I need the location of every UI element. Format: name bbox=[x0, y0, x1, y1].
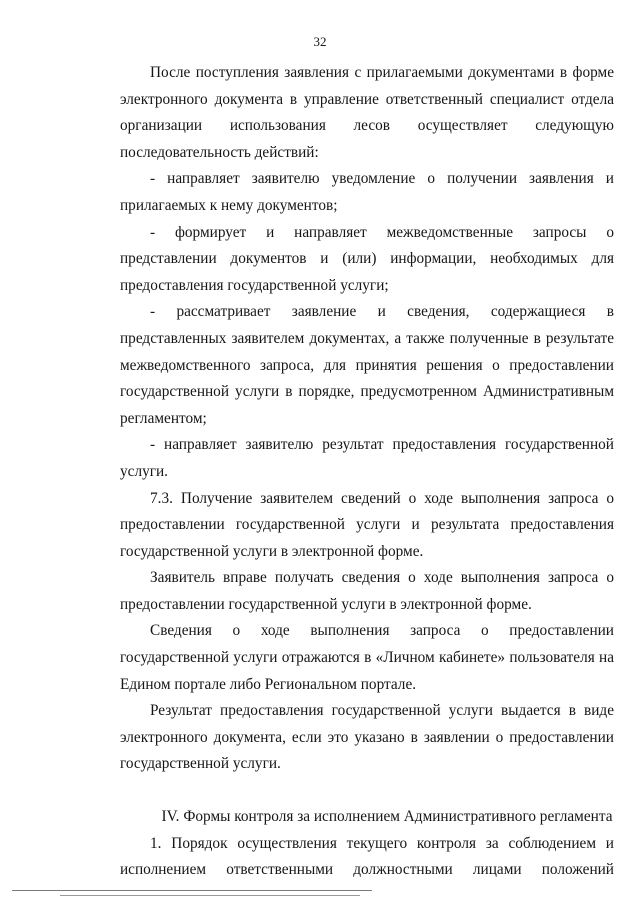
paragraph-7-3: 7.3. Получение заявителем сведений о ходе выполнения запроса о предоставлении государственной услуги и результата предоставления государственной услуги в электронной форме. bbox=[120, 489, 614, 560]
paragraph-result: - направляет заявителю результат предоставления государственной услуги. bbox=[120, 436, 614, 480]
page-number: 32 bbox=[313, 34, 327, 49]
paragraph-electronic-result: Результат предоставления государственной услуги выдается в виде электронного документа, если это указано в заявлении о предоставлении государственной услуги. bbox=[120, 702, 614, 773]
paragraph-notify: - направляет заявителю уведомление о получении заявления и прилагаемых к нему документов; bbox=[120, 170, 614, 214]
section-heading: IV. Формы контроля за исполнением Административного регламента bbox=[161, 808, 613, 826]
paragraph-applicant-right: Заявитель вправе получать сведения о ходе выполнения запроса о предоставлении государственной услуги в электронной форме. bbox=[120, 569, 614, 613]
paragraph-personal-account: Сведения о ходе выполнения запроса о предоставлении государственной услуги отражаются в «Личном кабинете» пользователя на Едином портале либо Региональном портале. bbox=[120, 622, 614, 693]
document-body bbox=[120, 60, 614, 884]
paragraph-requests: - формирует и направляет межведомственные запросы о представлении документов и (или) информации, необходимых для предоставления государственной услуги; bbox=[120, 223, 614, 294]
scan-edge-line-secondary bbox=[60, 895, 360, 896]
paragraph-control-procedure: 1. Порядок осуществления текущего контроля за соблюдением и исполнением ответственными должностными лицами положений bbox=[120, 834, 614, 879]
paragraph-review: - рассматривает заявление и сведения, содержащиеся в представленных заявителем документах, а также полученные в результате межведомственного запроса, для принятия решения о предоставлении государственной услуги в порядке, предусмотренном Административным регламентом; bbox=[120, 303, 614, 427]
scan-edge-line bbox=[12, 890, 372, 891]
paragraph-intro: После поступления заявления с прилагаемыми документами в форме электронного документа в управление ответственный специалист отдела организации использования лесов осуществляет следующую последовательность действий: bbox=[120, 64, 614, 161]
